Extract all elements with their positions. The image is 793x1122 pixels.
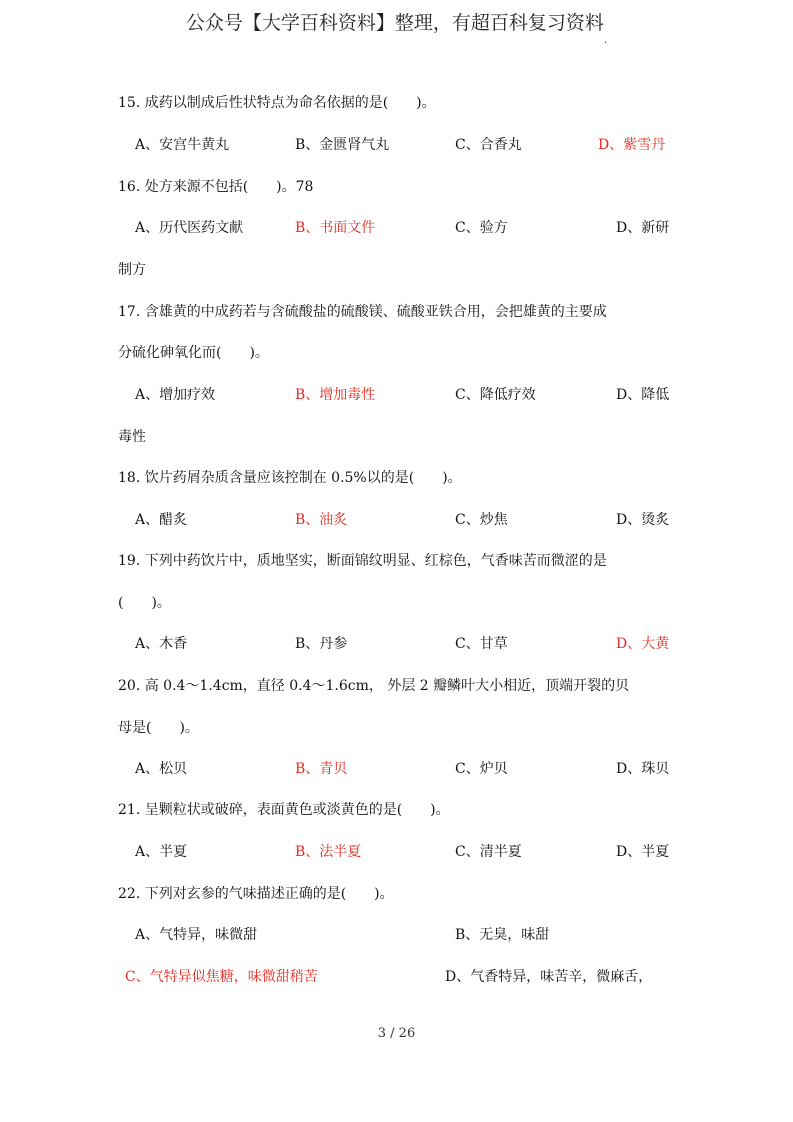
- question-22-option-d: D、气香特异，味苦辛，微麻舌，: [445, 969, 653, 985]
- question-21-option-d: D、半夏: [616, 844, 670, 860]
- question-22-option-a: A、气特异，味微甜: [135, 927, 258, 943]
- question-17-option-a: A、增加疗效: [135, 387, 216, 403]
- question-19-option-a: A、木香: [135, 636, 188, 652]
- question-17-stem-line2: 分硫化砷氧化而( )。: [118, 345, 269, 361]
- page-number: 3 / 26: [377, 1026, 416, 1041]
- header-dot: .: [603, 35, 608, 46]
- question-16-stem: 16. 处方来源不包括( )。78: [118, 179, 314, 195]
- question-16-option-d-continued: 制方: [118, 262, 146, 278]
- question-21-stem: 21. 呈颗粒状或破碎，表面黄色或淡黄色的是( )。: [118, 802, 450, 818]
- question-20-stem-line2: 母是( )。: [118, 720, 199, 736]
- question-19-stem-line1: 19. 下列中药饮片中，质地坚实，断面锦纹明显、红棕色，气香味苦而微涩的是: [118, 553, 607, 569]
- question-19-option-b: B、丹参: [295, 636, 348, 652]
- question-18-stem: 18. 饮片药屑杂质含量应该控制在 0.5%以的是( )。: [118, 470, 462, 486]
- header-text: 公众号【大学百科资料】整理，有超百科复习资料: [185, 12, 604, 34]
- question-20-stem-line1: 20. 高 0.4～1.4cm，直径 0.4～1.6cm， 外层 2 瓣鳞叶大小相近，顶端开裂的贝: [118, 678, 630, 694]
- question-15-option-d-answer: D、紫雪丹: [598, 137, 666, 153]
- question-17-option-c: C、降低疗效: [455, 387, 536, 403]
- question-17-option-d: D、降低: [616, 387, 670, 403]
- question-15-option-c: C、合香丸: [455, 137, 522, 153]
- question-15-option-b: B、金匮肾气丸: [295, 137, 390, 153]
- question-16-option-d: D、新研: [616, 220, 670, 236]
- question-15-option-a: A、安宫牛黄丸: [135, 137, 230, 153]
- question-19-option-d-answer: D、大黄: [616, 636, 670, 652]
- question-19-stem-line2: ( )。: [118, 595, 171, 611]
- question-22-option-b: B、无臭，味甜: [455, 927, 550, 943]
- question-16-option-b-answer: B、书面文件: [295, 220, 376, 236]
- question-20-option-d: D、珠贝: [616, 761, 670, 777]
- question-20-option-c: C、炉贝: [455, 761, 508, 777]
- question-22-option-c-answer: C、气特异似焦糖，味微甜稍苦: [125, 969, 318, 985]
- question-18-option-b-answer: B、油炙: [295, 512, 348, 528]
- question-20-option-b-answer: B、青贝: [295, 761, 348, 777]
- question-15-stem: 15. 成药以制成后性状特点为命名依据的是( )。: [118, 95, 436, 111]
- question-19-option-c: C、甘草: [455, 636, 508, 652]
- question-17-stem-line1: 17. 含雄黄的中成药若与含硫酸盐的硫酸镁、硫酸亚铁合用，会把雄黄的主要成: [118, 304, 607, 320]
- question-18-option-d: D、烫炙: [616, 512, 670, 528]
- question-22-stem: 22. 下列对玄参的气味描述正确的是( )。: [118, 886, 394, 902]
- question-16-option-c: C、验方: [455, 220, 508, 236]
- question-17-option-b-answer: B、增加毒性: [295, 387, 376, 403]
- question-21-option-b-answer: B、法半夏: [295, 844, 362, 860]
- question-18-option-a: A、醋炙: [135, 512, 188, 528]
- question-17-option-d-continued: 毒性: [118, 429, 146, 445]
- question-18-option-c: C、炒焦: [455, 512, 508, 528]
- page-header: [0, 8, 793, 46]
- question-20-option-a: A、松贝: [135, 761, 188, 777]
- question-21-option-c: C、清半夏: [455, 844, 522, 860]
- question-21-option-a: A、半夏: [135, 844, 188, 860]
- question-16-option-a: A、历代医药文献: [135, 220, 244, 236]
